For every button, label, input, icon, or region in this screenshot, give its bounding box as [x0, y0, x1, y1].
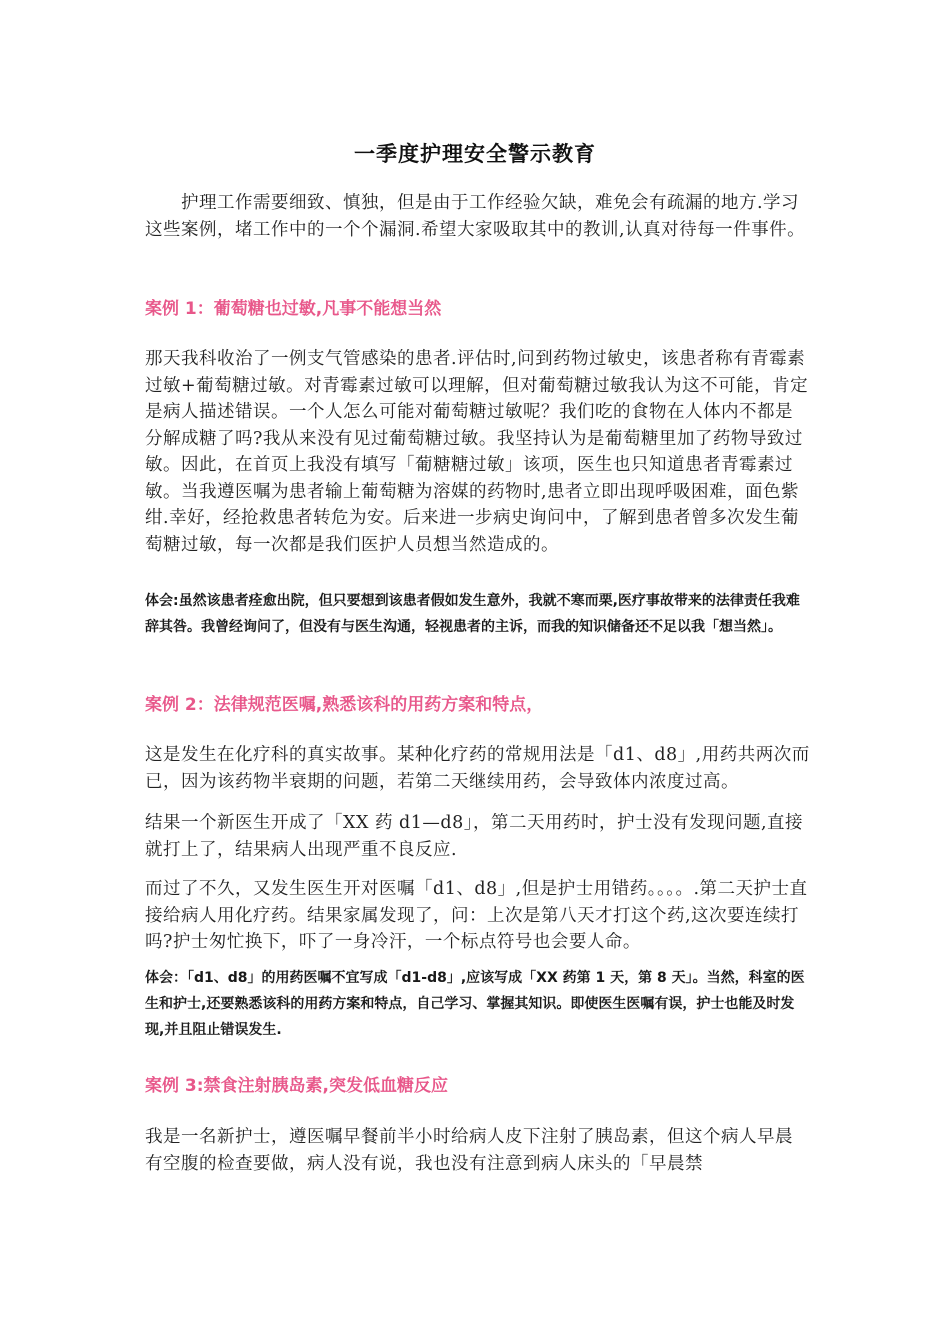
intro-paragraph: 护理工作需要细致、慎独，但是由于工作经验欠缺，难免会有疏漏的地方.学习这些案例，堵工作中的一个个漏洞.希望大家吸取其中的教训,认真对待每一件事件。 — [145, 193, 806, 240]
case-2-heading: 案例 2：法律规范医嘱,熟悉该科的用药方案和特点， — [145, 695, 544, 715]
case-1-heading: 案例 1：葡萄糖也过敏,凡事不能想当然 — [145, 299, 442, 319]
case-3-heading: 案例 3:禁食注射胰岛素,突发低血糖反应 — [145, 1076, 449, 1096]
case-2-paragraph-3: 而过了不久，又发生医生开对医嘱「d1、d8」,但是护士用错药。。。。.第二天护士直接给病人用化疗药。结果家属发现了，问：上次是第八天才打这个药,这次要连续打吗?护士匆忙换下，吓了一身冷汗，一个标点符号也会要人命。 — [145, 879, 808, 952]
case-2-paragraph-2: 结果一个新医生开成了「XX 药 d1—d8」，第二天用药时，护士没有发现问题,直接就打上了，结果病人出现严重不良反应. — [145, 813, 804, 860]
case-2-reflection: 体会：「d1、d8」的用药医嘱不宜写成「d1-d8」,应该写成「XX 药第 1 天，第 8 天」。当然，科室的医生和护士,还要熟悉该科的用药方案和特点，自己学习、掌握其知识。即使医生医嘱有误，护士也能及时发现,并且阻止错误发生. — [145, 970, 805, 1038]
case-1-paragraph: 那天我科收治了一例支气管感染的患者.评估时,问到药物过敏史，该患者称有青霉素过敏+葡萄糖过敏。对青霉素过敏可以理解，但对葡萄糖过敏我认为这不可能，肯定是病人描述错误。一个人怎么可能对葡萄糖过敏呢？我们吃的食物在人体内不都是分解成糖了吗?我从来没有见过葡萄糖过敏。我坚持认为是葡萄糖里加了药物导致过敏。因此，在首页上我没有填写「葡糖糖过敏」该项，医生也只知道患者青霉素过敏。当我遵医嘱为患者输上葡萄糖为溶媒的药物时,患者立即出现呼吸困难，面色紫绀.幸好，经抢救患者转危为安。后来进一步病史询问中，了解到患者曾多次发生葡萄糖过敏，每一次都是我们医护人员想当然造成的。 — [145, 349, 809, 555]
case-3-paragraph: 我是一名新护士，遵医嘱早餐前半小时给病人皮下注射了胰岛素，但这个病人早晨有空腹的检查要做，病人没有说，我也没有注意到病人床头的「早晨禁 — [145, 1127, 793, 1174]
case-1-reflection: 体会:虽然该患者痊愈出院，但只要想到该患者假如发生意外，我就不寒而栗,医疗事故带来的法律责任我难辞其咎。我曾经询问了，但没有与医生沟通，轻视患者的主诉，而我的知识储备还不足以我「想当然」。 — [145, 593, 800, 635]
page-title: 一季度护理安全警示教育 — [354, 142, 596, 166]
case-2-paragraph-1: 这是发生在化疗科的真实故事。某种化疗药的常规用法是「d1、d8」,用药共两次而已，因为该药物半衰期的问题，若第二天继续用药，会导致体内浓度过高。 — [145, 745, 810, 792]
